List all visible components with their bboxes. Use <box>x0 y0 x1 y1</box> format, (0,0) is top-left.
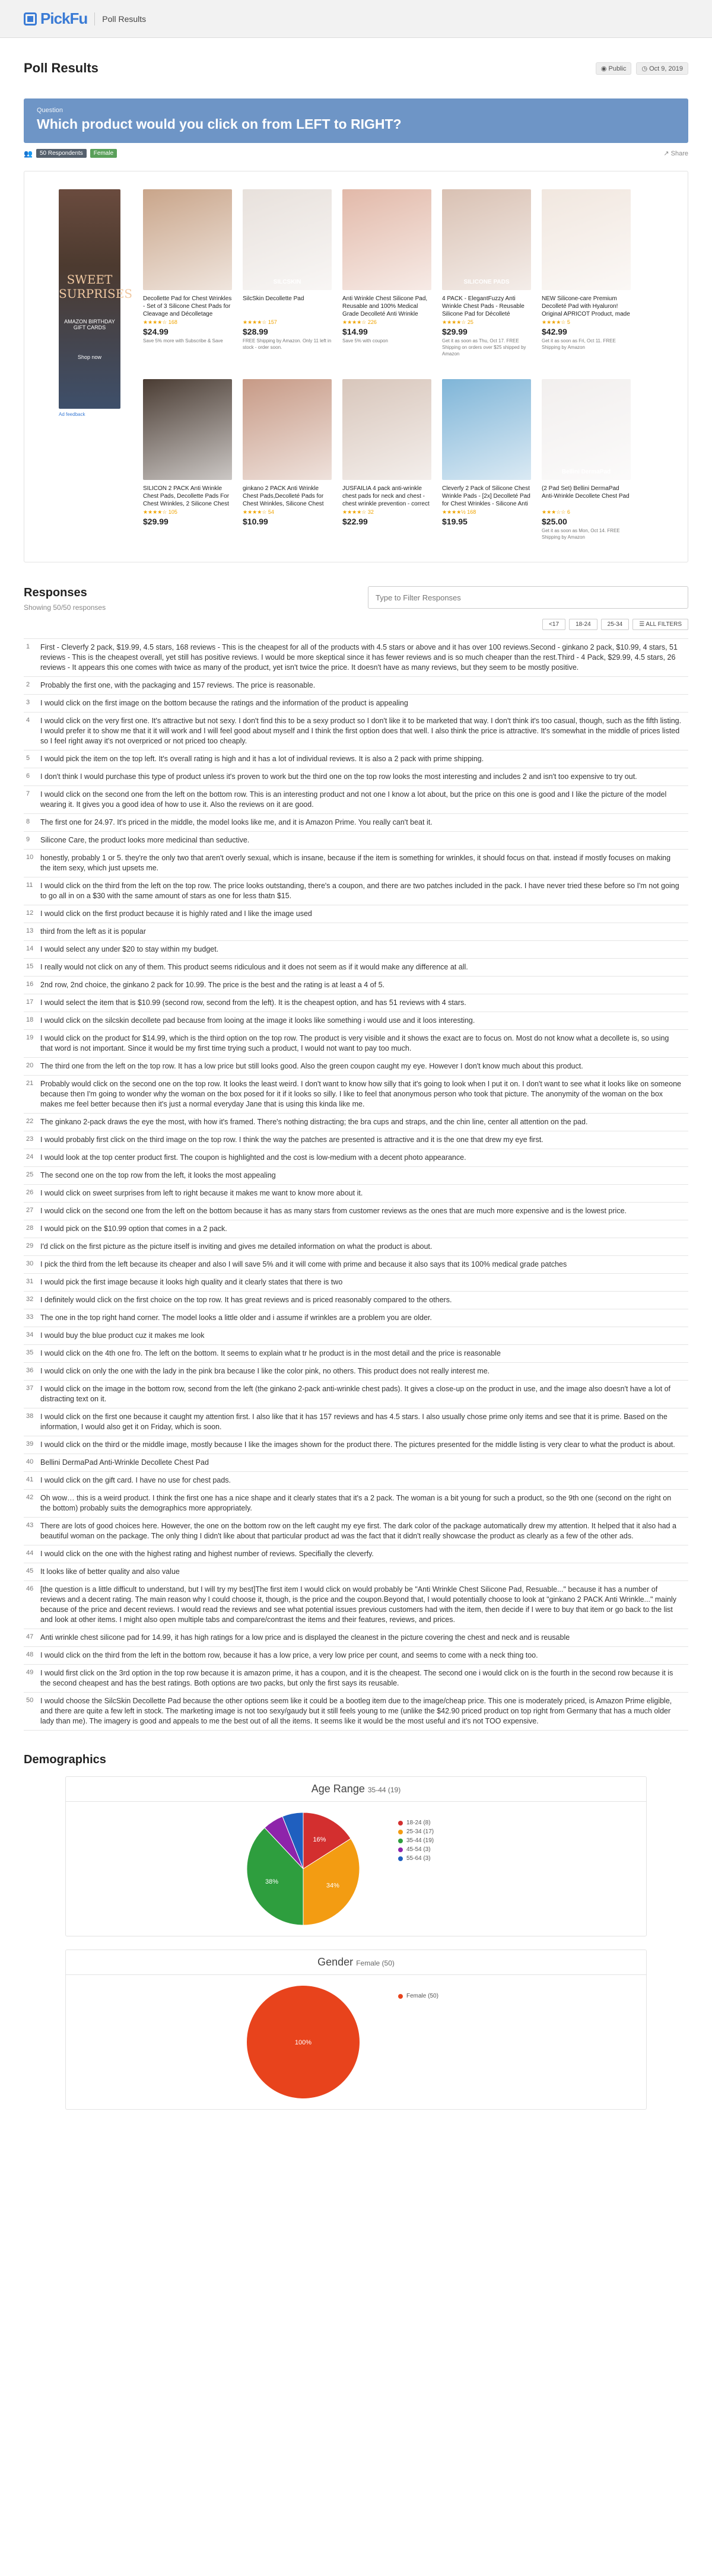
product-card[interactable] <box>542 379 631 540</box>
response-text: First - Cleverfy 2 pack, $19.99, 4.5 stars, 168 reviews - This is the cheapest for all of the products with 4.5 stars or above and it has over 100 reviews.Second - ginkano 2 pack, $10.99, 4 stars, 51 reviews - This is the cheapest overall, yet still has positive reviews. I would be more skeptical since it has fewer reviews and is so much cheaper than the rest.Third - 4 Pack, $29.99, 4.5 stars, 26 reviews - It appears this one comes with twice as many of the product, yet isn't twice the price. It doesn't have as many reviews, but they seem to be mostly positive. <box>40 643 678 672</box>
product-card[interactable] <box>342 379 431 526</box>
product-card[interactable] <box>143 189 232 344</box>
response-item <box>24 1167 688 1185</box>
response-text: I would select the item that is $10.99 (second row, second from the left). It is the cheapest option, and has 51 reviews with 4 stars. <box>40 998 466 1007</box>
product-image[interactable] <box>243 379 332 480</box>
response-item <box>24 713 688 750</box>
main-content <box>0 61 712 2110</box>
response-item <box>24 750 688 768</box>
legend-item[interactable] <box>398 1828 434 1835</box>
response-number: 13 <box>26 927 34 934</box>
response-item <box>24 1454 688 1472</box>
product-title: JUSFAILIA 4 pack anti-wrinkle chest pads for neck and chest - chest wrinkle prevention - correct <box>342 485 430 507</box>
product-image[interactable] <box>542 189 631 290</box>
response-item <box>24 994 688 1012</box>
visibility-badge[interactable]: ◉ Public <box>596 62 632 75</box>
response-number: 5 <box>26 755 30 762</box>
response-text: I would click on the very first one. It's attractive but not sexy. I don't find this to be a sexy product so I don't like it to be marketed that way. I don't think it's too casual, though, such as the fifth listing. I would prefer it to show me that it it will work and I will feel good about myself and I think the first option does that well. I also think the price is attractive. It's somewhat in the middle of prices listed so I feel right away it's not overpriced or not priced too cheaply. <box>40 717 682 745</box>
response-text: I would click on the one with the highest rating and highest number of reviews. Specifially the cleverfy. <box>40 1550 374 1558</box>
globe-icon: ◉ <box>600 65 609 72</box>
product-title: SILICON 2 PACK Anti Wrinkle Chest Pads, Decollette Pads For Chest Wrinkles, 2 Silicone Chest <box>143 485 230 507</box>
response-item <box>24 941 688 959</box>
gift-card-ad[interactable] <box>59 189 133 417</box>
product-shipping-info: Save 5% with coupon <box>342 338 388 344</box>
product-image[interactable] <box>143 379 232 480</box>
response-number: 46 <box>26 1585 34 1592</box>
response-number: 42 <box>26 1494 34 1501</box>
response-item <box>24 1131 688 1149</box>
response-text: I would click on the silcskin decollete pad because from looing at the image it looks like something i would use and it loos interesting. <box>40 1016 475 1025</box>
response-item <box>24 1518 688 1545</box>
response-item <box>24 1238 688 1256</box>
response-item <box>24 1114 688 1131</box>
response-text: third from the left as it is popular <box>40 927 146 936</box>
product-price: $29.99 <box>442 327 468 336</box>
product-options-image <box>24 171 688 562</box>
response-item <box>24 1185 688 1203</box>
response-item <box>24 1563 688 1581</box>
product-image[interactable] <box>243 189 332 290</box>
responses-count: Showing 50/50 responses <box>24 603 106 612</box>
response-number: 17 <box>26 998 34 1006</box>
gender-summary: Female (50) <box>356 1959 395 1967</box>
response-number: 33 <box>26 1314 34 1321</box>
response-item <box>24 959 688 977</box>
legend-item[interactable] <box>398 1837 434 1844</box>
product-shipping-info: Get it as soon as Fri, Oct 11. FREE Shipping by Amazon <box>542 338 616 350</box>
response-number: 26 <box>26 1189 34 1196</box>
response-item <box>24 639 688 677</box>
response-number: 35 <box>26 1349 34 1356</box>
response-text: I definitely would click on the first choice on the top row. It has great reviews and is priced reasonably compared to the others. <box>40 1296 452 1304</box>
pie-slice-label: 100% <box>294 2039 312 2046</box>
response-text: The second one on the top row from the left, it looks the most appealing <box>40 1171 276 1179</box>
legend-label: 55-64 (3) <box>406 1855 431 1862</box>
age-range-summary: 35-44 (19) <box>367 1786 401 1794</box>
product-rating: ★★★★½ 168 <box>442 509 476 515</box>
response-item <box>24 1472 688 1490</box>
response-text: Bellini DermaPad Anti-Wrinkle Decollete Chest Pad <box>40 1458 209 1467</box>
product-title: Decollette Pad for Chest Wrinkles - Set of 3 Silicone Chest Pads for Cleavage and Décolletage <box>143 295 232 317</box>
response-text: I would look at the top center product first. The coupon is highlighted and the cost is low-medium with a decent photo appearance. <box>40 1153 466 1162</box>
response-text: I would click on the first image on the bottom because the ratings and the information of the product is appealing <box>40 699 408 707</box>
date-badge: ◷ Oct 9, 2019 <box>636 62 688 75</box>
response-text: I would pick on the $10.99 option that comes in a 2 pack. <box>40 1225 227 1233</box>
product-image-text: Bellini DermaPad <box>561 469 611 475</box>
response-item <box>24 905 688 923</box>
response-item <box>24 1220 688 1238</box>
product-card[interactable] <box>143 379 232 526</box>
response-text: The first one for 24.97. It's priced in the middle, the model looks like me, and it is Amazon Prime. You really can't beat it. <box>40 818 433 826</box>
divider <box>94 12 95 26</box>
response-number: 21 <box>26 1080 34 1087</box>
people-icon: 👥 <box>24 149 33 158</box>
response-text: I would click on the first product because it is highly rated and I like the image used <box>40 909 312 918</box>
logo-icon <box>24 12 37 26</box>
response-number: 15 <box>26 963 34 970</box>
response-text: I would select any under $20 to stay within my budget. <box>40 945 219 953</box>
response-text: I would click on the third from the left on the top row. The price looks outstanding, there's a coupon, and there are two patches included in the pack. I have never tried these before so I'm not going to go all in on a $30 with the same amount of stars as one for less thatn $15. <box>40 882 679 900</box>
product-title: (2 Pad Set) Bellini DermaPad Anti-Wrinkle Decollete Chest Pad <box>542 485 630 500</box>
response-number: 6 <box>26 772 30 780</box>
legend-swatch <box>398 1839 403 1843</box>
age-range-heading: Age Range <box>311 1783 365 1795</box>
segment-badge: Female <box>90 149 117 158</box>
product-price: $14.99 <box>342 327 368 336</box>
product-rating: ★★★★☆ 168 <box>143 319 177 325</box>
product-title: ginkano 2 PACK Anti Wrinkle Chest Pads,Decolleté Pads for Chest Wrinkles, Silicone Chest <box>243 485 324 507</box>
response-text: Probably the first one, with the packaging and 157 reviews. The price is reasonable. <box>40 681 316 689</box>
response-number: 41 <box>26 1476 34 1483</box>
response-text: I'd click on the first picture as the picture itself is inviting and gives me detailed information on what the product is about. <box>40 1242 433 1251</box>
response-item <box>24 768 688 786</box>
response-item <box>24 814 688 832</box>
response-text: I don't think I would purchase this type of product unless it's proven to work but the third one on the top row looks the most interesting and includes 2 and isn't too expensive to try out. <box>40 772 637 781</box>
response-text: [the question is a little difficult to understand, but I will try my best]The first item I would click on would probably be "Anti Wrinkle Chest Silicone Pad, Resuable..." because it has a number of reviews and a decent rating. The main reason why I could choose it, though, is the price and the coupon.Beyond that, I would potentially choose to look at "ginkano 2 PACK Anti Wrinkle..." mainly because of the price and decent reviews. I would read the reviews and see what potential issues previous customers had with the item, then decide if I were to buy that item or go back to the list and look at other items. I might also open multiple tabs and compare/contrast the items and their features, reviews, and prices. <box>40 1585 676 1624</box>
product-title: NEW Silicone-care Premium Decolleté Pad with Hyaluron! Original APRICOT Product, made <box>542 295 630 317</box>
responses-list <box>24 638 688 1731</box>
product-image[interactable] <box>143 189 232 290</box>
response-text: I would pick the item on the top left. It's overall rating is high and it has a lot of individual reviews. It is also a 2 pack with prime shipping. <box>40 755 484 763</box>
response-number: 11 <box>26 882 33 889</box>
response-item <box>24 850 688 877</box>
response-item <box>24 1292 688 1309</box>
legend-label: 25-34 (17) <box>406 1828 434 1835</box>
pie-slice-label: 38% <box>265 1878 279 1885</box>
product-shipping-info: Get it as soon as Mon, Oct 14. FREE Shipping by Amazon <box>542 528 620 540</box>
response-text: honestly, probably 1 or 5. they're the only two that aren't overly sexual, which is insane, because if the item is something for wrinkles, it should focus on that. instead if mostly focuses on making the item sexy, which just upsets me. <box>40 854 671 872</box>
response-number: 48 <box>26 1651 34 1658</box>
legend-label: 45-54 (3) <box>406 1846 431 1853</box>
product-title: SilcSkin Decollette Pad <box>243 295 304 302</box>
legend-item[interactable] <box>398 1993 438 1999</box>
response-number: 10 <box>26 854 34 861</box>
question-text: Which product would you click on from LEFT to RIGHT? <box>37 116 402 132</box>
question-box <box>24 98 688 143</box>
response-text: I would click on the product for $14.99, which is the third option on the top row. The product is very visible and it shows the exact are to focus on. Most do not know what a decollete is, so using that word is not important. Since it would be my first time trying such a product, I would not want to pay too much. <box>40 1034 669 1052</box>
response-number: 8 <box>26 818 30 825</box>
question-label: Question <box>37 107 63 114</box>
legend-swatch <box>398 1994 403 1999</box>
response-number: 38 <box>26 1413 34 1420</box>
response-text: It looks like of better quality and also value <box>40 1567 180 1576</box>
product-title: Cleverfy 2 Pack of Silicone Chest Wrinkle Pads - [2x] Decolleté Pad for Chest Wrinkles - Silicone Anti <box>442 485 530 507</box>
response-item <box>24 977 688 994</box>
response-text: I would buy the blue product cuz it makes me look <box>40 1331 205 1340</box>
top-bar <box>0 0 712 38</box>
respondents-badge: 50 Respondents <box>36 149 87 158</box>
filter-age-25-34[interactable]: 25-34 <box>601 619 630 630</box>
response-item <box>24 1327 688 1345</box>
response-text: I would click on the image in the bottom row, second from the left (the ginkano 2-pack anti-wrinkle chest pads). It gives a close-up on the product in use, and the image also doesn't have a lot of distracting text on it. <box>40 1385 671 1403</box>
product-card[interactable] <box>542 189 631 351</box>
response-number: 7 <box>26 790 30 797</box>
response-text: I would click on the gift card. I have no use for chest pads. <box>40 1476 231 1484</box>
product-card[interactable] <box>243 379 332 526</box>
product-title: Anti Wrinkle Chest Silicone Pad, Reusable and 100% Medical Grade Decolleté Anti Wrinkle <box>342 295 428 317</box>
demographics-title: Demographics <box>24 1753 106 1766</box>
response-item <box>24 1274 688 1292</box>
response-text: I would click on the second one from the left on the bottom because it has as many stars from customer reviews as the ones that are much more expensive and is the lowest price. <box>40 1207 627 1215</box>
response-item <box>24 1436 688 1454</box>
response-text: I would click on sweet surprises from left to right because it makes me want to know more about it. <box>40 1189 363 1197</box>
product-title: 4 PACK - ElegantFuzzy Anti Wrinkle Chest Pads - Reusable Silicone Pad for Décolleté <box>442 295 525 317</box>
response-text: I would probably first click on the third image on the top row. I think the way the patches are presented is attractive and it is the one that drew my eye first. <box>40 1136 543 1144</box>
product-rating: ★★★★☆ 25 <box>442 319 473 325</box>
response-item <box>24 786 688 814</box>
response-number: 43 <box>26 1522 34 1529</box>
product-card[interactable] <box>243 189 332 351</box>
response-number: 25 <box>26 1171 34 1178</box>
response-number: 9 <box>26 836 30 843</box>
product-rating: ★★★★☆ 54 <box>243 509 274 515</box>
response-number: 22 <box>26 1118 34 1125</box>
product-shipping-info: FREE Shipping by Amazon. Only 11 left in stock - order soon. <box>243 338 332 350</box>
response-number: 1 <box>26 643 30 650</box>
response-item <box>24 1490 688 1518</box>
product-price: $42.99 <box>542 327 567 336</box>
response-number: 45 <box>26 1567 34 1575</box>
response-item <box>24 1256 688 1274</box>
response-number: 23 <box>26 1136 34 1143</box>
gender-legend <box>398 1993 438 2002</box>
product-price: $22.99 <box>342 517 368 526</box>
product-rating: ★★★★☆ 5 <box>542 319 570 325</box>
product-image[interactable] <box>342 189 431 290</box>
pie-slice-label: 16% <box>313 1836 326 1844</box>
legend-item[interactable] <box>398 1855 434 1862</box>
gender-heading: Gender <box>317 1956 354 1968</box>
response-item <box>24 832 688 850</box>
legend-item[interactable] <box>398 1846 434 1853</box>
response-text: Oh wow… this is a weird product. I think the first one has a nice shape and it clearly states that it's a 2 pack. The woman is a bit young for such a product, so the 9th one (second on the right on the bottom) probably suits the demographics more appropriately. <box>40 1494 672 1512</box>
response-number: 28 <box>26 1225 34 1232</box>
response-number: 37 <box>26 1385 34 1392</box>
response-item <box>24 1408 688 1436</box>
response-text: 2nd row, 2nd choice, the ginkano 2 pack for 10.99. The price is the best and the rating is at least a 4 of 5. <box>40 981 384 989</box>
response-number: 44 <box>26 1550 34 1557</box>
product-image[interactable] <box>442 379 531 480</box>
all-filters-button[interactable]: ☰ ALL FILTERS <box>632 619 688 630</box>
response-number: 12 <box>26 909 34 917</box>
page-title: Poll Results <box>24 61 98 75</box>
product-image-text: SILCSKIN <box>273 279 301 285</box>
response-number: 16 <box>26 981 34 988</box>
pie-slice-label: 34% <box>326 1882 339 1890</box>
response-number: 50 <box>26 1697 34 1704</box>
response-item <box>24 1363 688 1381</box>
product-image[interactable] <box>542 379 631 480</box>
age-range-pie-chart <box>66 1802 647 1936</box>
legend-swatch <box>398 1856 403 1861</box>
share-button[interactable]: ↗ Share <box>663 150 688 157</box>
banner-subline: AMAZON BIRTHDAY GIFT CARDS <box>64 319 115 330</box>
product-price: $25.00 <box>542 517 567 526</box>
response-item <box>24 877 688 905</box>
response-text: The third one from the left on the top row. It has a low price but still looks good. Also the green coupon caught my eye. However I don't know much about this product. <box>40 1062 583 1070</box>
product-rating: ★★★★☆ 32 <box>342 509 374 515</box>
response-text: I pick the third from the left because its cheaper and also I will save 5% and it will come with prime and because it also says that its 100% medical grade patches <box>40 1260 567 1268</box>
legend-item[interactable] <box>398 1820 434 1826</box>
response-item <box>24 1076 688 1114</box>
banner-cta: Shop now <box>77 354 102 360</box>
response-number: 4 <box>26 717 30 724</box>
gender-card <box>65 1950 647 2110</box>
legend-swatch <box>398 1821 403 1826</box>
response-number: 19 <box>26 1034 34 1041</box>
response-item <box>24 1693 688 1731</box>
product-card[interactable] <box>342 189 431 344</box>
response-number: 2 <box>26 681 30 688</box>
response-text: The one in the top right hand corner. The model looks a little older and i assume if wrinkles are a problem you are older. <box>40 1314 432 1322</box>
product-price: $29.99 <box>143 517 169 526</box>
response-text: I would click on only the one with the lady in the pink bra because I like the color pink, no others. This product does not really interest me. <box>40 1367 490 1375</box>
response-number: 32 <box>26 1296 34 1303</box>
product-card[interactable] <box>442 189 531 357</box>
legend-label: 18-24 (8) <box>406 1820 431 1826</box>
product-rating: ★★★☆☆ 6 <box>542 509 570 515</box>
product-shipping-info: Get it as soon as Thu, Oct 17. FREE Shipping on orders over $25 shipped by Amazon <box>442 338 526 357</box>
response-item <box>24 677 688 695</box>
response-item <box>24 1345 688 1363</box>
response-number: 40 <box>26 1458 34 1465</box>
response-item <box>24 923 688 941</box>
response-text: The ginkano 2-pack draws the eye the most, with how it's framed. There's nothing distracting; the bra cups and straps, and the chin line, center all attention on the pad. <box>40 1118 588 1126</box>
response-number: 36 <box>26 1367 34 1374</box>
clock-icon: ◷ <box>641 65 650 72</box>
response-text: I would click on the first one because it caught my attention first. I also like that it has 157 reviews and has 4.5 stars. I also usually chose prime only items and see that it is prime. Based on the information, I would also get it on Friday, which is soon. <box>40 1413 668 1431</box>
product-rating: ★★★★☆ 105 <box>143 509 177 515</box>
section-title: Poll Results <box>102 14 147 24</box>
product-image-text: SILICONE PADS <box>463 279 510 285</box>
response-item <box>24 1203 688 1220</box>
response-number: 49 <box>26 1669 34 1676</box>
gender-pie-chart <box>66 1975 647 2109</box>
legend-swatch <box>398 1830 403 1834</box>
pickfu-logo[interactable] <box>24 9 87 28</box>
response-item <box>24 1012 688 1030</box>
filter-age-18-24[interactable]: 18-24 <box>569 619 597 630</box>
response-text: I would click on the second one from the left on the bottom row. This is an interesting product and not one I know a lot about, but the price on this one is good and I like the picture of the model wearing it. It gives you a good idea of how to use it. Also the reviews on it are good. <box>40 790 667 809</box>
responses-title: Responses <box>24 586 87 599</box>
product-price: $24.99 <box>143 327 169 336</box>
product-image[interactable] <box>442 189 531 290</box>
response-number: 3 <box>26 699 30 706</box>
response-number: 18 <box>26 1016 34 1023</box>
response-item <box>24 1058 688 1076</box>
response-item <box>24 1381 688 1408</box>
age-range-card <box>65 1776 647 1936</box>
response-text: Anti wrinkle chest silicone pad for 14.99, it has high ratings for a low price and is displayed the cleanest in the picture covering the chest and neck and is reusable <box>40 1633 570 1642</box>
response-item <box>24 1545 688 1563</box>
response-number: 14 <box>26 945 34 952</box>
response-text: I would click on the 4th one fro. The left on the bottom. It seems to explain what tr he product is in the most detail and the price is reasonable <box>40 1349 501 1357</box>
response-number: 20 <box>26 1062 34 1069</box>
response-item <box>24 1647 688 1665</box>
response-text: I would pick the first image because it looks high quality and it clearly states that there is two <box>40 1278 343 1286</box>
response-item <box>24 1030 688 1058</box>
filter-buttons <box>24 619 688 630</box>
response-number: 27 <box>26 1207 34 1214</box>
product-card[interactable] <box>442 379 531 526</box>
banner-headline: SWEET SURPRISES <box>59 272 133 301</box>
product-image[interactable] <box>342 379 431 480</box>
response-item <box>24 1309 688 1327</box>
ad-feedback-link[interactable]: Ad feedback <box>59 412 85 417</box>
legend-label: Female (50) <box>406 1993 438 1999</box>
response-item <box>24 1665 688 1693</box>
product-price: $19.95 <box>442 517 468 526</box>
response-number: 34 <box>26 1331 34 1338</box>
response-item <box>24 1629 688 1647</box>
response-text: Probably would click on the second one on the top row. It looks the least weird. I don't want to know how silly that it's going to look when I put it on. I don't want to see what it looks like on someone because then I'm going to wonder why the woman on the box posed for it if it looks so silly. I like to feel that anonymous person who took that picture. The anonymity of the woman on the box makes me feel better because then it's just a normal everyday Jane that is using this kinda like me. <box>40 1080 681 1108</box>
age-range-legend <box>398 1820 434 1864</box>
share-icon: ↗ <box>663 150 671 157</box>
response-text: I really would not click on any of them. This product seems ridiculous and it does not seem as if it would make any difference at all. <box>40 963 468 971</box>
brand-name: PickFu <box>40 9 88 27</box>
response-number: 31 <box>26 1278 34 1285</box>
filter-age-under-17[interactable]: <17 <box>542 619 565 630</box>
response-number: 47 <box>26 1633 34 1640</box>
legend-label: 35-44 (19) <box>406 1837 434 1844</box>
response-text: I would click on the third or the middle image, mostly because I like the images shown for the product there. The pictures presented for the middle listing is very clear to what the product is about. <box>40 1440 675 1449</box>
response-number: 30 <box>26 1260 34 1267</box>
response-text: There are lots of good choices here. However, the one on the bottom row on the left caught my eye first. The dark color of the package automatically drew my attention. It helped that it also had a beautiful woman on the package. The only thing I didn't like about that particular product ad was the fact that it didn't really showcase the product as clearly as a few of the other ads. <box>40 1522 676 1540</box>
response-item <box>24 1149 688 1167</box>
response-number: 29 <box>26 1242 34 1249</box>
product-price: $10.99 <box>243 517 268 526</box>
product-rating: ★★★★☆ 226 <box>342 319 377 325</box>
legend-swatch <box>398 1847 403 1852</box>
response-item <box>24 1581 688 1629</box>
response-text: Silicone Care, the product looks more medicinal than seductive. <box>40 836 250 844</box>
response-number: 39 <box>26 1440 34 1448</box>
response-text: I would choose the SilcSkin Decollette Pad because the other options seem like it could be a bootleg item due to the image/cheap price. This one is moderately priced, is Amazon Prime eligible, and there are quite a few left in stock. The marketing image is not too sexy/gaudy but it still feels young to me (unlike the $42.90 priced product on top right from Germany that has a much older lady than me). The imagery is good and appeals to me the best out of all the items. It seems like it would be the most useful and it's not TOO expensive. <box>40 1697 672 1725</box>
filter-icon: ☰ <box>639 621 646 628</box>
response-text: I would first click on the 3rd option in the top row because it is amazon prime, it has a coupon, and it is the cheapest. The second one i would click on is the fourth in the second row because it is the second cheapest and has the best ratings. Both options are two packs, but only the first says its reusable. <box>40 1669 673 1687</box>
filter-responses-input[interactable] <box>368 586 688 609</box>
product-shipping-info: Save 5% more with Subscribe & Save <box>143 338 223 344</box>
response-number: 24 <box>26 1153 34 1160</box>
response-text: I would click on the third from the left in the bottom row, because it has a low price, a very low price per count, and seems to come with a neck thing too. <box>40 1651 538 1659</box>
product-rating: ★★★★☆ 157 <box>243 319 277 325</box>
response-item <box>24 695 688 713</box>
product-price: $28.99 <box>243 327 268 336</box>
